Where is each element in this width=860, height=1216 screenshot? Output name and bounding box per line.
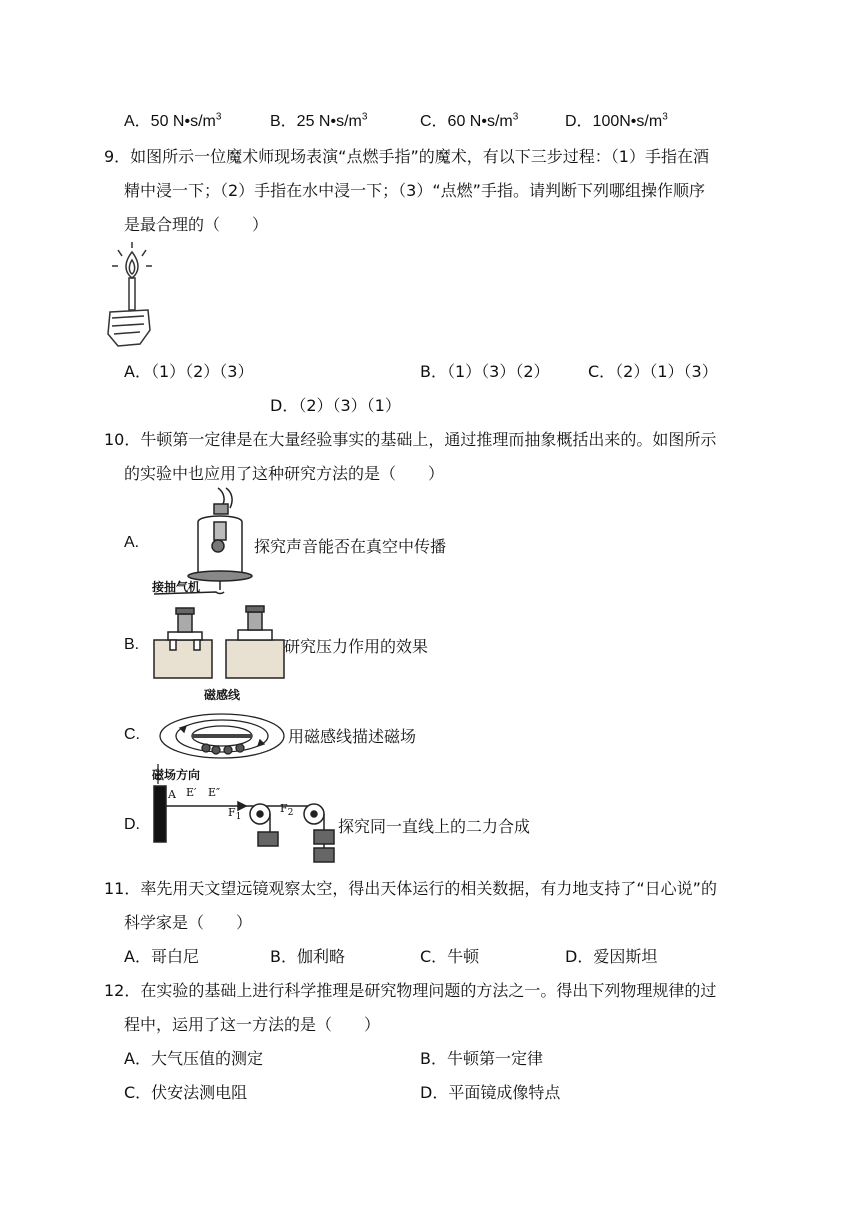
q12-option-a: A．大气压值的测定 xyxy=(124,1049,263,1068)
q9-option-c: C．（2）（1）（3） xyxy=(588,362,718,381)
q10-option-d-text: 探究同一直线上的二力合成 xyxy=(338,817,531,836)
q10-option-a-label: A. xyxy=(124,534,140,551)
pressure-figure xyxy=(152,604,284,680)
q10-d-fig-f1: $F_1$ xyxy=(228,806,242,823)
q12-line-2: 程中，运用了这一方法的是（ ） xyxy=(124,1015,381,1034)
q10-d-fig-e2: E″ xyxy=(208,786,221,799)
q10-line-1: 10．牛顿第一定律是在大量经验事实的基础上，通过推理而抽象概括出来的。如图所示 xyxy=(104,430,717,449)
q12-option-c: C．伏安法测电阻 xyxy=(124,1083,248,1102)
q11-line-2: 科学家是（ ） xyxy=(124,913,253,932)
q10-d-fig-e1: E′ xyxy=(186,786,197,799)
q10-option-c-text: 用磁感线描述磁场 xyxy=(288,727,417,746)
q10-option-d-label: D. xyxy=(124,816,140,833)
q10-option-c-label: C. xyxy=(124,726,140,743)
q10-c-fig-top-label: 磁感线 xyxy=(204,688,241,702)
q10-option-a-text: 探究声音能否在真空中传播 xyxy=(254,537,447,556)
q10-d-fig-a: A xyxy=(168,788,176,801)
q9-option-a: A．（1）（2）（3） xyxy=(124,362,254,381)
q10-d-fig-f2: $F_2$ xyxy=(280,802,294,819)
q10-line-2: 的实验中也应用了这种研究方法的是（ ） xyxy=(124,464,445,483)
q8-option-d: D．$100N•s/m^3$ xyxy=(565,111,668,130)
q10-option-b-label: B. xyxy=(124,636,140,653)
q10-a-fig-label: 接抽气机 xyxy=(152,580,201,594)
q12-line-1: 12．在实验的基础上进行科学推理是研究物理问题的方法之一。得出下列物理规律的过 xyxy=(104,981,717,1000)
q8-option-b: B．25 $N•s/m^3$ xyxy=(270,111,368,130)
q10-option-b-text: 研究压力作用的效果 xyxy=(284,637,429,656)
q12-option-b: B．牛顿第一定律 xyxy=(420,1049,543,1068)
q11-option-d: D．爱因斯坦 xyxy=(565,947,658,966)
q11-line-1: 11．率先用天文望远镜观察太空，得出天体运行的相关数据，有力地支持了“日心说”的 xyxy=(104,879,717,898)
q12-option-d: D．平面镜成像特点 xyxy=(420,1083,561,1102)
force-composition-figure xyxy=(152,784,338,866)
q9-line-2: 精中浸一下；（2）手指在水中浸一下；（3）“点燃”手指。请判断下列哪组操作顺序 xyxy=(124,181,705,200)
q11-option-b: B．伽利略 xyxy=(270,947,345,966)
q9-option-d: D．（2）（3）（1） xyxy=(270,396,401,415)
q9-line-1: 9．如图所示一位魔术师现场表演“点燃手指”的魔术，有以下三步过程：（1）手指在酒 xyxy=(104,147,709,166)
q8-option-a: A．50 $N•s/m^3$ xyxy=(124,111,222,130)
q11-option-c: C．牛顿 xyxy=(420,947,480,966)
q8-option-c: C．60 $N•s/m^3$ xyxy=(420,111,519,130)
q9-option-b: B．（1）（3）（2） xyxy=(420,362,550,381)
q11-option-a: A．哥白尼 xyxy=(124,947,199,966)
magic-finger-figure xyxy=(104,238,160,350)
q9-line-3: 是最合理的（ ） xyxy=(124,215,269,234)
q10-c-fig-bottom-label: 磁场方向 xyxy=(152,768,201,782)
